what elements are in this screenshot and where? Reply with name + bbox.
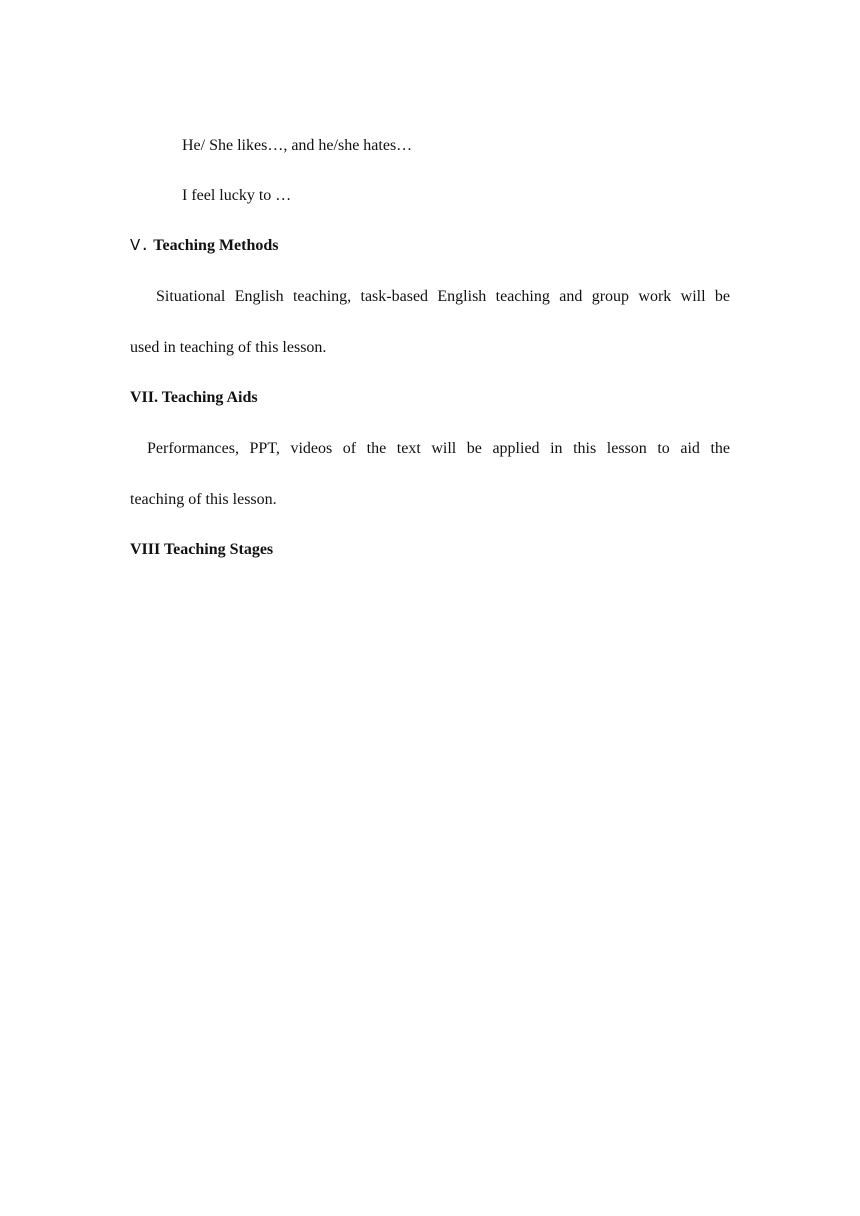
teaching-aids-paragraph-line-1: Performances, PPT, videos of the text will be applied in this lesson to aid the <box>147 440 730 457</box>
section-number: Ⅴ. <box>130 236 150 254</box>
section-title: Teaching Methods <box>153 237 279 254</box>
teaching-aids-paragraph-line-2: teaching of this lesson. <box>130 491 277 508</box>
section-heading-teaching-aids: VII. Teaching Aids <box>130 389 258 406</box>
sentence-pattern-feel-lucky: I feel lucky to … <box>182 187 292 204</box>
section-heading-teaching-methods <box>130 235 279 256</box>
section-heading-teaching-stages: VIII Teaching Stages <box>130 541 274 558</box>
teaching-methods-paragraph-line-1: Situational English teaching, task-based English teaching and group work will be <box>156 288 730 305</box>
sentence-pattern-likes-hates: He/ She likes…, and he/she hates… <box>182 137 413 154</box>
teaching-methods-paragraph-line-2: used in teaching of this lesson. <box>130 339 327 356</box>
